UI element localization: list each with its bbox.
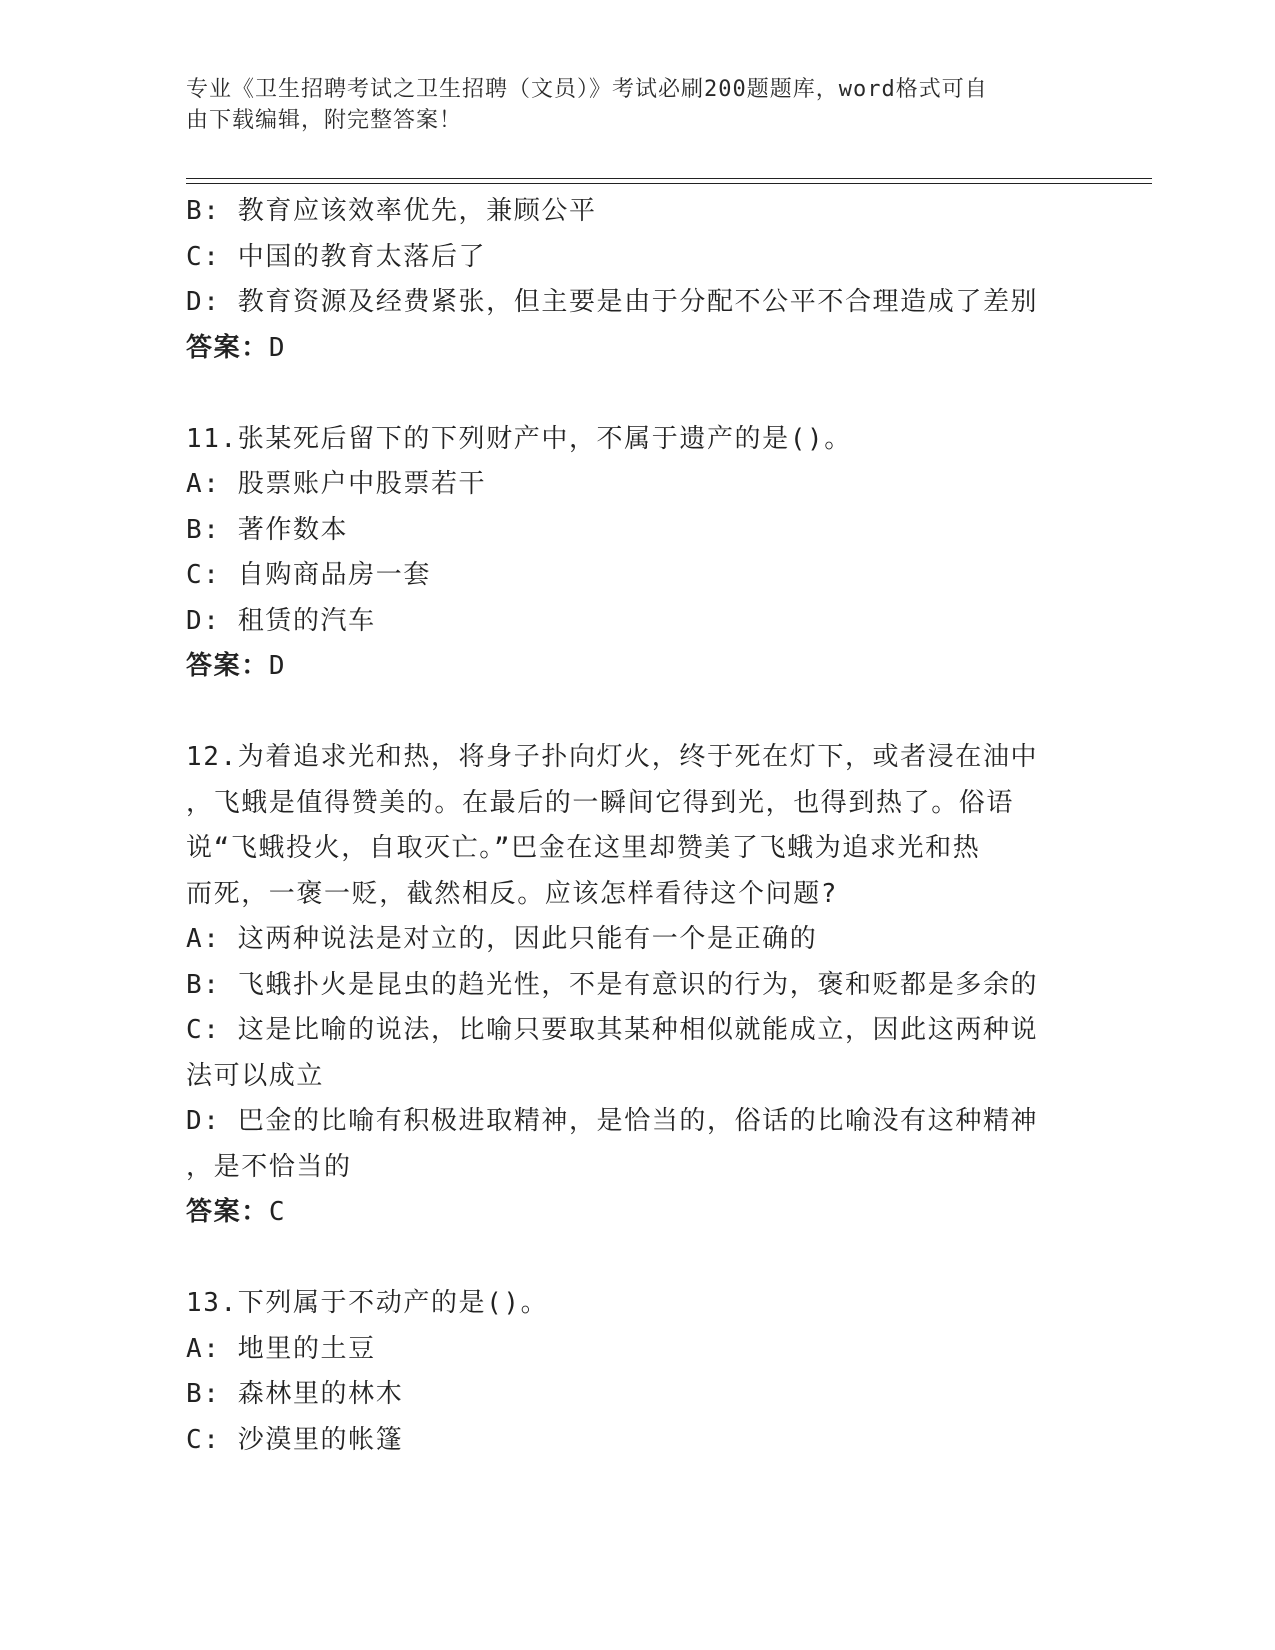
q12-stem-line-1: 12.为着追求光和热，将身子扑向灯火，终于死在灯下，或者浸在油中 bbox=[186, 742, 1039, 772]
q10-option-c: C: 中国的教育太落后了 bbox=[186, 241, 487, 272]
q10-answer-value: D bbox=[268, 332, 287, 363]
q12-answer bbox=[186, 1190, 1066, 1236]
q11-answer-value: D bbox=[268, 651, 287, 681]
q12-option-a: A: 这两种说法是对立的，因此只能有一个是正确的 bbox=[186, 924, 818, 954]
q10-answer bbox=[186, 326, 1066, 372]
question-11 bbox=[186, 417, 1066, 690]
q12-option-d-line-2: ，是不恰当的 bbox=[186, 1151, 352, 1182]
q11-answer-label: 答案： bbox=[186, 651, 269, 681]
q12-stem-line-2: ，飞蛾是值得赞美的。在最后的一瞬间它得到光，也得到热了。俗语 bbox=[186, 787, 1015, 818]
q13-option-b: B: 森林里的林木 bbox=[186, 1379, 404, 1409]
q11-stem: 11.张某死后留下的下列财产中，不属于遗产的是()。 bbox=[186, 423, 852, 454]
question-12 bbox=[186, 735, 1066, 1236]
q11-option-d: D: 租赁的汽车 bbox=[186, 605, 376, 636]
q12-option-b: B: 飞蛾扑火是昆虫的趋光性，不是有意识的行为，褒和贬都是多余的 bbox=[186, 969, 1039, 1000]
question-list bbox=[186, 189, 1066, 1463]
q12-answer-label: 答案： bbox=[186, 1197, 269, 1227]
q12-answer-value: C bbox=[268, 1197, 287, 1227]
q12-option-c-line-2: 法可以成立 bbox=[186, 1060, 325, 1091]
header-line-1: 专业《卫生招聘考试之卫生招聘（文员）》考试必刷200题题库，word格式可自 bbox=[186, 77, 988, 102]
question-10 bbox=[186, 189, 1066, 371]
q10-option-b: B: 教育应该效率优先，兼顾公平 bbox=[186, 196, 597, 226]
spacer bbox=[186, 1236, 1066, 1282]
q11-option-a: A: 股票账户中股票若干 bbox=[186, 469, 487, 499]
q10-option-d: D: 教育资源及经费紧张，但主要是由于分配不公平不合理造成了差别 bbox=[186, 287, 1039, 317]
q12-option-d-line-1: D: 巴金的比喻有积极进取精神，是恰当的，俗话的比喻没有这种精神 bbox=[186, 1106, 1039, 1136]
question-13 bbox=[186, 1281, 1066, 1463]
header-line-2: 由下载编辑，附完整答案！ bbox=[186, 108, 463, 133]
q10-answer-label: 答案： bbox=[186, 332, 269, 363]
header-rule-bottom bbox=[186, 183, 1152, 184]
q11-option-c: C: 自购商品房一套 bbox=[186, 560, 431, 590]
q13-option-a: A: 地里的土豆 bbox=[186, 1333, 376, 1364]
spacer bbox=[186, 690, 1066, 736]
q12-stem-line-4: 而死，一褒一贬，截然相反。应该怎样看待这个问题? bbox=[186, 878, 839, 909]
q11-option-b: B: 著作数本 bbox=[186, 514, 349, 545]
q13-option-c: C: 沙漠里的帐篷 bbox=[186, 1424, 404, 1455]
spacer bbox=[186, 371, 1066, 417]
q12-option-c-line-1: C: 这是比喻的说法，比喻只要取其某种相似就能成立，因此这两种说 bbox=[186, 1015, 1039, 1045]
q13-stem: 13.下列属于不动产的是()。 bbox=[186, 1288, 549, 1318]
header-rule-top bbox=[186, 178, 1152, 179]
document-header bbox=[186, 74, 1066, 136]
q11-answer bbox=[186, 644, 1066, 690]
q12-stem-line-3: 说“飞蛾投火，自取灭亡。”巴金在这里却赞美了飞蛾为追求光和热 bbox=[186, 833, 981, 863]
